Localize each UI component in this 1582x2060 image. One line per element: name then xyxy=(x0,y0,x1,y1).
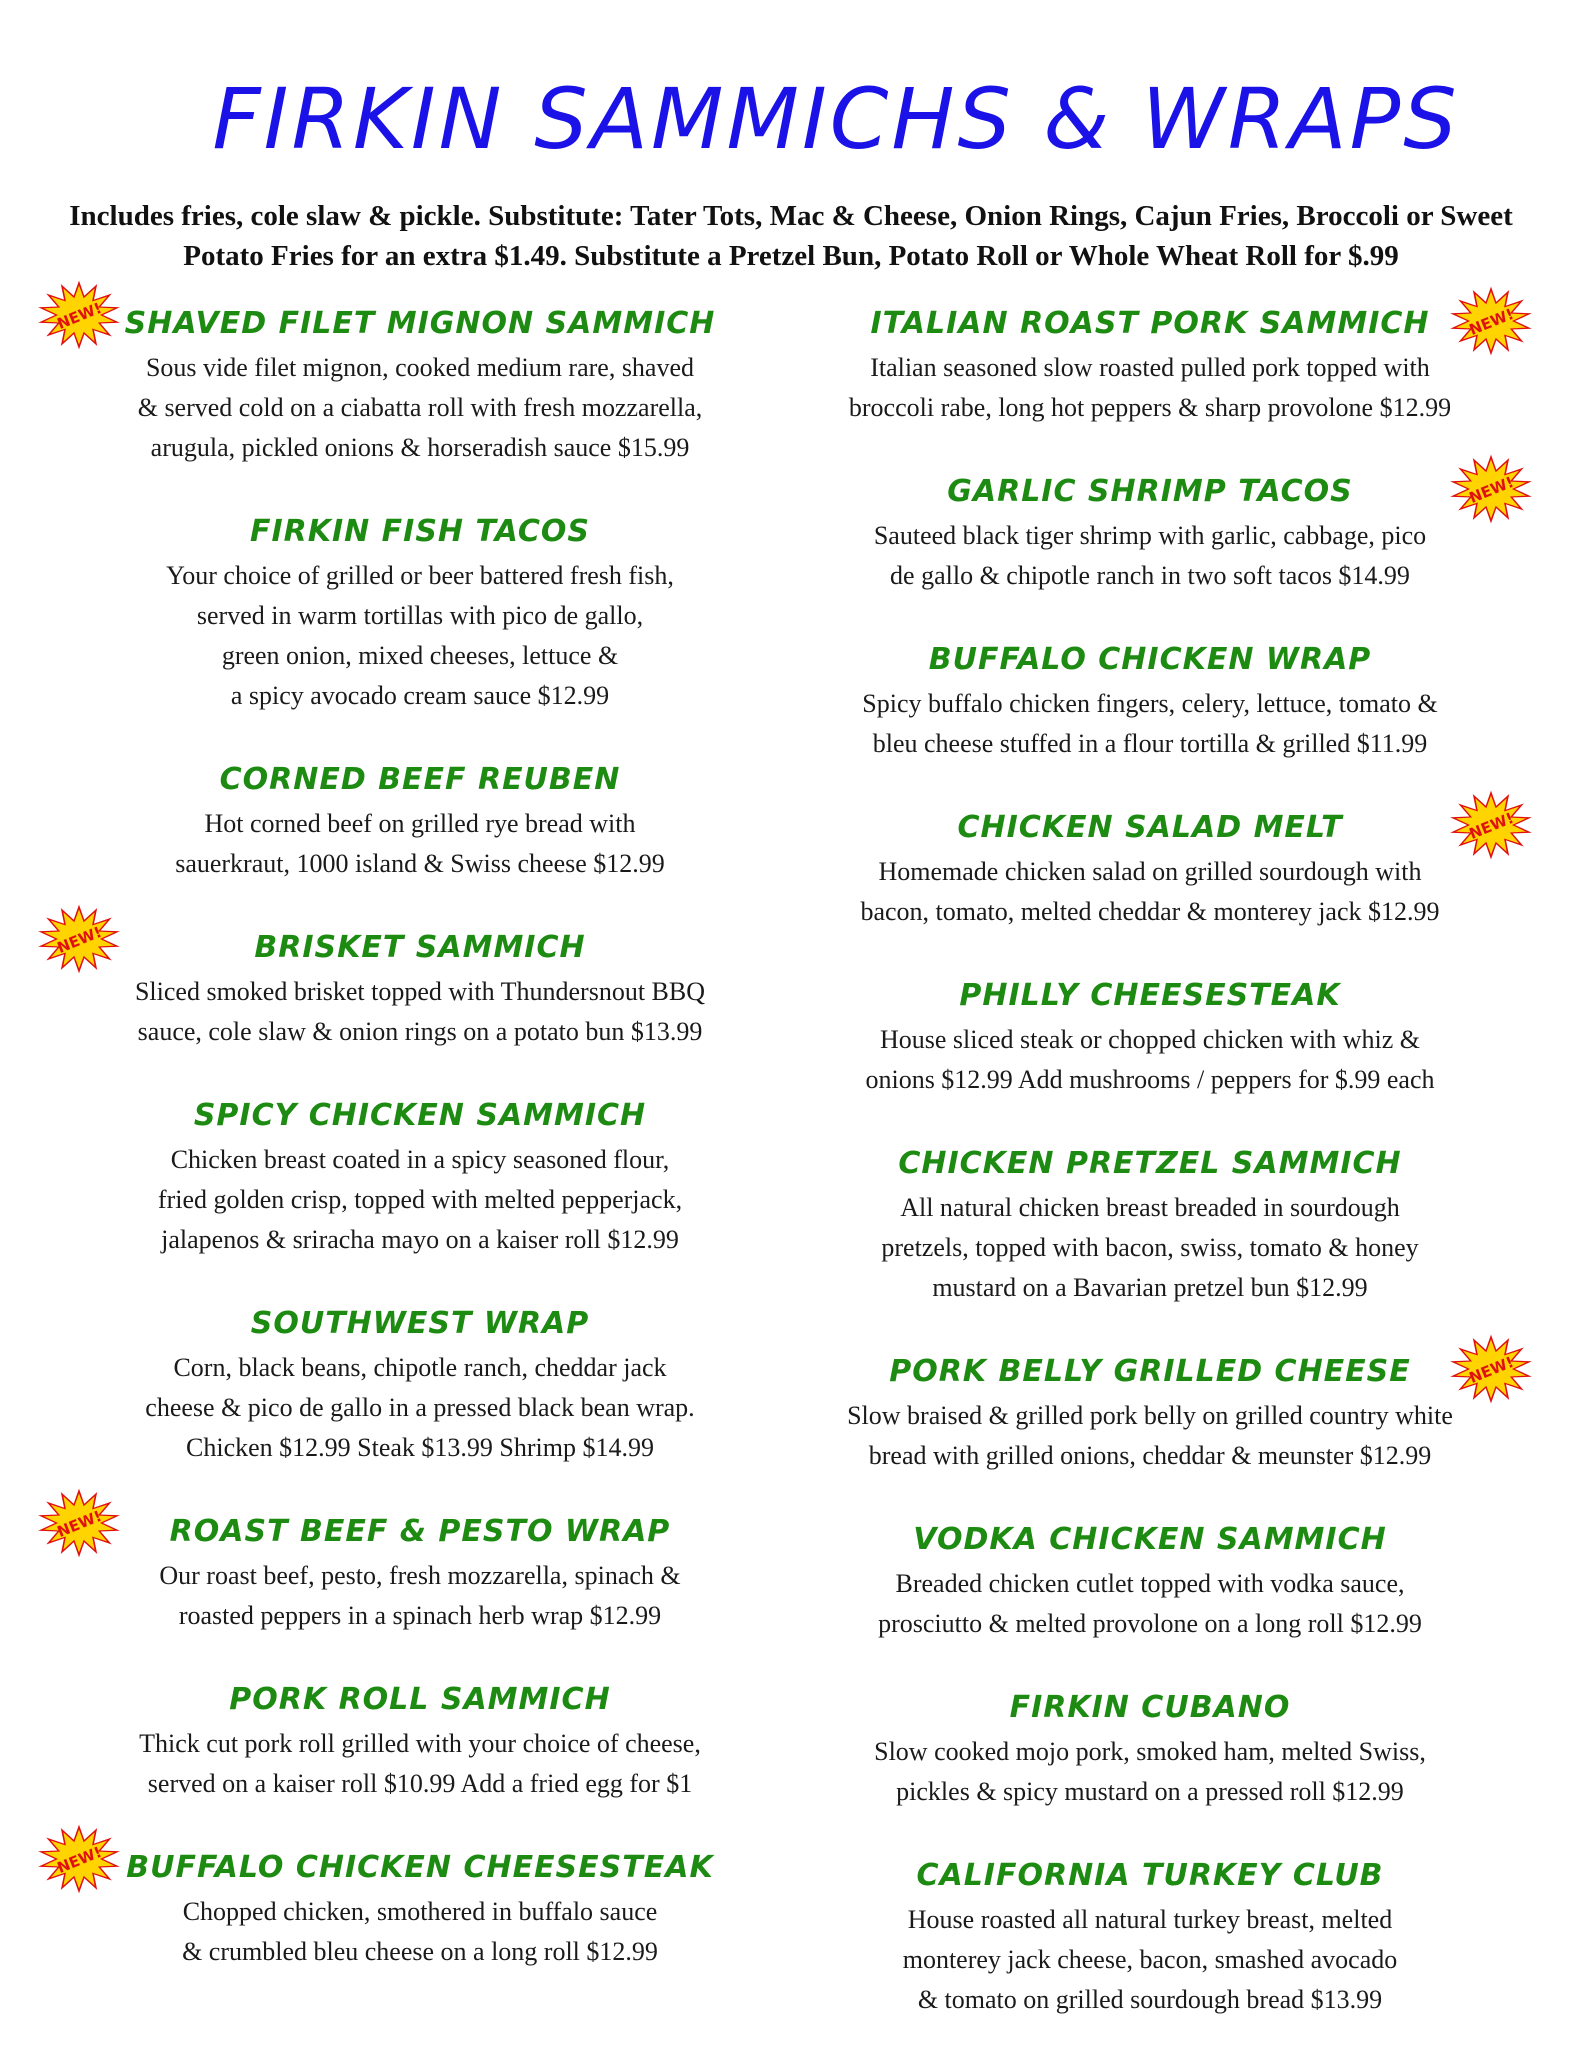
new-badge-label: NEW! xyxy=(54,1506,105,1541)
menu-item-philly-cheesesteak xyxy=(800,972,1500,1100)
menu-item-firkin-cubano xyxy=(800,1684,1500,1812)
menu-item-southwest-wrap xyxy=(70,1300,770,1468)
new-badge-icon xyxy=(36,280,122,350)
item-name: BRISKET SAMMICH xyxy=(254,930,586,965)
item-name: FIRKIN FISH TACOS xyxy=(249,514,591,549)
item-name: CORNED BEEF REUBEN xyxy=(219,762,621,797)
item-description: All natural chicken breast breaded in sourdough pretzels, topped with bacon, swiss, tomato & honey mustard on a Bavarian pretzel bun $12.99 xyxy=(881,1193,1419,1302)
menu-item-roast-beef-and-pesto-wrap xyxy=(54,1506,770,1636)
item-description: Homemade chicken salad on grilled sourdough with bacon, tomato, melted cheddar & monterey jack $12.99 xyxy=(860,857,1440,926)
item-name: SOUTHWEST WRAP xyxy=(250,1306,590,1341)
item-description: Slow cooked mojo pork, smoked ham, melted Swiss, pickles & spicy mustard on a pressed roll $12.99 xyxy=(874,1737,1426,1806)
menu-item-vodka-chicken-sammich xyxy=(800,1516,1500,1644)
new-badge-icon xyxy=(1448,286,1534,356)
menu-item-spicy-chicken-sammich xyxy=(70,1092,770,1260)
item-name: ROAST BEEF & PESTO WRAP xyxy=(169,1514,671,1549)
new-badge-label: NEW! xyxy=(54,298,105,333)
new-badge-label: NEW! xyxy=(54,922,105,957)
item-description: Sauteed black tiger shrimp with garlic, cabbage, pico de gallo & chipotle ranch in two soft tacos $14.99 xyxy=(873,521,1427,590)
item-name: BUFFALO CHICKEN WRAP xyxy=(928,642,1372,677)
item-description: Spicy buffalo chicken fingers, celery, lettuce, tomato & bleu cheese stuffed in a flour tortilla & grilled $11.99 xyxy=(862,689,1438,758)
new-badge-icon xyxy=(36,1488,122,1558)
right-column xyxy=(800,300,1517,2060)
new-badge-icon xyxy=(36,904,122,974)
menu-item-chicken-pretzel-sammich xyxy=(800,1140,1500,1308)
menu-item-shaved-filet-mignon-sammich xyxy=(54,298,770,468)
item-description: Italian seasoned slow roasted pulled pork topped with broccoli rabe, long hot peppers & sharp provolone $12.99 xyxy=(848,353,1452,422)
item-description: Your choice of grilled or beer battered fresh fish, served in warm tortillas with pico de gallo, green onion, mixed cheeses, lettuce & a spicy avocado cream sauce $12.99 xyxy=(166,561,674,710)
left-column xyxy=(54,298,770,2012)
item-description: Chicken breast coated in a spicy seasoned flour, fried golden crisp, topped with melted pepperjack, jalapenos & sriracha mayo on a kaiser roll $12.99 xyxy=(157,1145,683,1254)
item-name: CHICKEN PRETZEL SAMMICH xyxy=(898,1146,1402,1181)
item-description: Breaded chicken cutlet topped with vodka sauce, prosciutto & melted provolone on a long roll $12.99 xyxy=(878,1569,1422,1638)
item-name: PHILLY CHEESESTEAK xyxy=(959,978,1341,1013)
item-description: Thick cut pork roll grilled with your choice of cheese, served on a kaiser roll $10.99 Add a fried egg for $1 xyxy=(139,1729,701,1798)
menu-item-california-turkey-club xyxy=(800,1852,1500,2020)
new-badge-icon xyxy=(1448,790,1534,860)
item-description: House sliced steak or chopped chicken with whiz & onions $12.99 Add mushrooms / peppers for $.99 each xyxy=(865,1025,1435,1094)
menu-intro: Includes fries, cole slaw & pickle. Substitute: Tater Tots, Mac & Cheese, Onion Rings, Cajun Fries, Broccoli or Sweet Potato Fries for an extra $1.49. Substitute a Pretzel Bun, Potato Roll or Whole Wheat Roll for $.99 xyxy=(69,200,1513,272)
menu-item-garlic-shrimp-tacos xyxy=(800,468,1517,596)
item-name: VODKA CHICKEN SAMMICH xyxy=(913,1522,1387,1557)
new-badge-label: NEW! xyxy=(1466,472,1517,507)
item-name: SPICY CHICKEN SAMMICH xyxy=(193,1098,647,1133)
menu-item-italian-roast-pork-sammich xyxy=(800,300,1517,428)
menu-item-brisket-sammich xyxy=(54,922,770,1052)
menu-item-chicken-salad-melt xyxy=(800,804,1517,932)
menu-item-pork-belly-grilled-cheese xyxy=(800,1348,1517,1476)
new-badge-icon xyxy=(1448,454,1534,524)
menu-item-pork-roll-sammich xyxy=(70,1676,770,1804)
item-description: Sous vide filet mignon, cooked medium rare, shaved & served cold on a ciabatta roll with fresh mozzarella, arugula, pickled onions & horseradish sauce $15.99 xyxy=(137,353,703,462)
item-description: Hot corned beef on grilled rye bread with sauerkraut, 1000 island & Swiss cheese $12.99 xyxy=(175,809,665,878)
menu-item-buffalo-chicken-wrap xyxy=(800,636,1500,764)
item-name: PORK BELLY GRILLED CHEESE xyxy=(889,1354,1411,1389)
new-badge-label: NEW! xyxy=(1466,1352,1517,1387)
menu-title: FIRKIN SAMMICHS & WRAPS xyxy=(212,70,1460,168)
item-description: Chopped chicken, smothered in buffalo sauce & crumbled bleu cheese on a long roll $12.99 xyxy=(182,1897,658,1966)
new-badge-label: NEW! xyxy=(1466,304,1517,339)
menu-item-corned-beef-reuben xyxy=(70,756,770,884)
item-description: House roasted all natural turkey breast, melted monterey jack cheese, bacon, smashed avocado & tomato on grilled sourdough bread $13.99 xyxy=(902,1905,1398,2014)
item-name: BUFFALO CHICKEN CHEESESTEAK xyxy=(126,1850,714,1885)
menu-item-buffalo-chicken-cheesesteak xyxy=(54,1842,770,1972)
item-name: ITALIAN ROAST PORK SAMMICH xyxy=(870,306,1430,341)
new-badge-label: NEW! xyxy=(54,1842,105,1877)
item-description: Slow braised & grilled pork belly on grilled country white bread with grilled onions, cheddar & meunster $12.99 xyxy=(847,1401,1453,1470)
item-name: FIRKIN CUBANO xyxy=(1009,1690,1291,1725)
new-badge-label: NEW! xyxy=(1466,808,1517,843)
item-description: Our roast beef, pesto, fresh mozzarella, spinach & roasted peppers in a spinach herb wrap $12.99 xyxy=(159,1561,681,1630)
item-name: SHAVED FILET MIGNON SAMMICH xyxy=(124,306,716,341)
new-badge-icon xyxy=(36,1824,122,1894)
item-name: CHICKEN SALAD MELT xyxy=(957,810,1343,845)
item-name: PORK ROLL SAMMICH xyxy=(229,1682,611,1717)
item-name: GARLIC SHRIMP TACOS xyxy=(947,474,1353,509)
item-description: Sliced smoked brisket topped with Thundersnout BBQ sauce, cole slaw & onion rings on a potato bun $13.99 xyxy=(134,977,706,1046)
item-description: Corn, black beans, chipotle ranch, cheddar jack cheese & pico de gallo in a pressed black bean wrap. Chicken $12.99 Steak $13.99 Shrimp $14.99 xyxy=(145,1353,695,1462)
new-badge-icon xyxy=(1448,1334,1534,1404)
menu-item-firkin-fish-tacos xyxy=(70,508,770,716)
item-name: CALIFORNIA TURKEY CLUB xyxy=(916,1858,1384,1893)
